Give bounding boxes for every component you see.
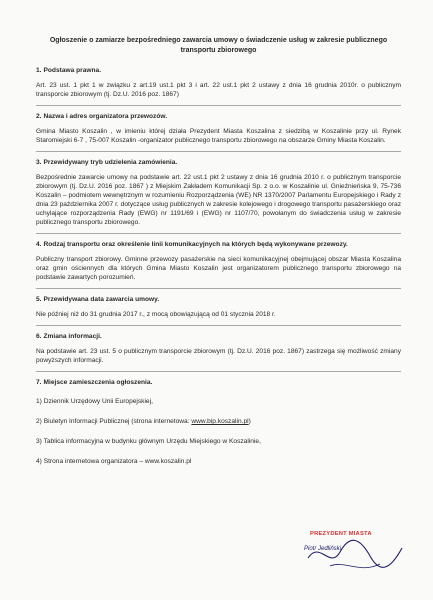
stamp-title: PREZYDENT MIASTA [310, 531, 372, 537]
section-7-number: 7. [36, 379, 42, 386]
section-2-number: 2. [36, 113, 42, 120]
section-5-number: 5. [36, 296, 42, 303]
section-7-heading [36, 378, 401, 387]
section-5-title: Przewidywana data zawarcia umowy. [43, 296, 160, 303]
section-4-number: 4. [36, 241, 42, 248]
section-1-heading [36, 66, 401, 75]
section-2-title: Nazwa i adres organizatora przewozów. [43, 113, 168, 120]
section-divider [36, 105, 401, 106]
list-item-suffix: ) [248, 418, 251, 425]
document-title: Ogłoszenie o zamiarze bezpośredniego zawarcia umowy o świadczenie usług w zakresie publicznego transportu zbiorowego [49, 37, 388, 54]
section-4-heading [36, 240, 401, 249]
list-item [36, 437, 401, 446]
list-item-text: 1) Dziennik Urzędowy Unii Europejskiej, [36, 398, 153, 405]
section-divider [36, 151, 401, 152]
section-6-body: Na podstawie art. 23 ust. 5 o publicznym transporcie zbiorowym (tj. Dz.U. 2016 poz. 1867) zastrzega się możliwość zmiany powyższych informacji. [36, 348, 401, 364]
section-4-body: Publiczny transport zbiorowy. Gminne przewozy pasażerskie na sieci komunikacyjnej obejmującej obszar Miasta Koszalina oraz gmin ościennych dla których Gmina Miasto Koszalin jest organizatorem publicznego transportu zbiorowego na podstawie zawartych porozumień. [36, 256, 401, 281]
official-stamp [300, 530, 410, 590]
list-item [36, 397, 401, 406]
section-divider [36, 371, 401, 372]
list-item [36, 457, 401, 466]
list-item-text: 3) Tablica informacyjna w budynku głównym Urzędu Miejskiego w Koszalinie, [36, 438, 261, 445]
bip-link[interactable]: www.bip.koszalin.pl [191, 418, 249, 425]
section-3-heading [36, 158, 401, 167]
section-3-title: Przewidywany tryb udzielenia zamówienia. [43, 159, 178, 166]
section-6-title: Zmiana informacji. [43, 333, 102, 340]
section-2-heading [36, 112, 401, 121]
section-5-heading [36, 295, 401, 304]
section-divider [36, 233, 401, 234]
signature-mark [300, 530, 410, 590]
section-divider [36, 325, 401, 326]
section-7-title: Miejsce zamieszczenia ogłoszenia. [43, 379, 153, 386]
section-3-number: 3. [36, 159, 42, 166]
section-6-number: 6. [36, 333, 42, 340]
section-4-title: Rodzaj transportu oraz określenie linii komunikacyjnych na których będą wykonywane przewozy. [43, 241, 348, 248]
stamp-name: Piotr Jedliński [304, 546, 342, 552]
section-2-body: Gmina Miasto Koszalin , w imieniu której działa Prezydent Miasta Koszalina z siedzibą w Koszalinie przy ul. Rynek Staromiejski 6-7 , 75-007 Koszalin -organizator publicznego transportu zbiorowego na obszarze Gminy Miasta Koszalin. [36, 128, 401, 144]
list-item-text: 2) Biuletyn Informacji Publicznej (strona internetowa: [36, 418, 192, 425]
section-6-heading [36, 332, 401, 341]
section-1-body: Art. 23 ust. 1 pkt 1 w związku z art.19 ust.1 pkt 3 i art. 22 ust.1 pkt 2 ustawy z dnia 16 grudnia 2010r. o publicznym transporcie zbiorowym (tj. Dz.U. 2016 poz. 1867) [36, 82, 401, 98]
section-1-title: Podstawa prawna. [43, 67, 102, 74]
section-1-number: 1. [36, 67, 42, 74]
list-item-text: 4) Strona internetowa organizatora – www.koszalin.pl [36, 458, 192, 465]
section-5-body: Nie później niż do 31 grudnia 2017 r., z mocą obowiązującą od 01 stycznia 2018 r. [36, 311, 276, 318]
list-item [36, 417, 401, 426]
section-divider [36, 288, 401, 289]
section-3-body: Bezpośrednie zawarcie umowy na podstawie art. 22 ust.1 pkt 2 ustawy z dnia 16 grudnia 2010 r. o publicznym transporcie zbiorowym (tj. Dz.U. 2016 poz. 1867 ) z Miejskim Zakładem Komunikacji Sp. z o.o. w Koszalinie ul. Gnieźnieńska 9, 75-736 Koszalin – podmiotem wewnętrznym w rozumieniu Rozporządzenia (WE) NR 1370/2007 Parlamentu Europejskiego i Rady z dnia 23 października 2007 r. dotyczące usług publicznych w zakresie kolejowego i drogowego transportu pasażerskiego oraz uchylające rozporządzenia Rady (EWG) nr 1191/69 i (EWG) nr 1107/70, powołanym do świadczenia usług w zakresie publicznego transportu zbiorowego. [36, 174, 401, 226]
